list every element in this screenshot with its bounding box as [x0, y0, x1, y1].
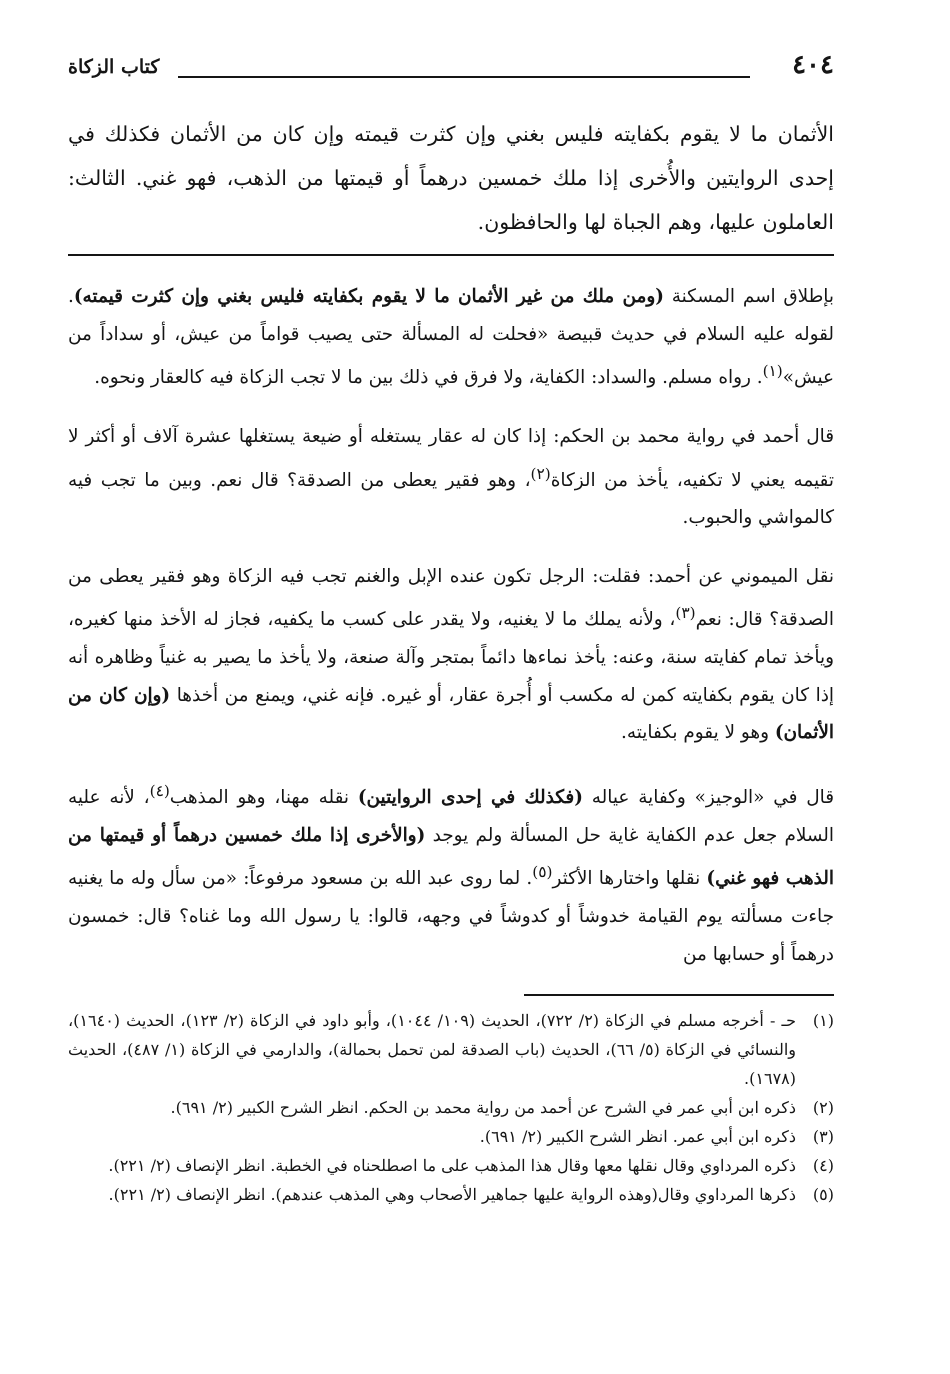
p4-d: ، لأنه عليه السلام جعل عدم الكفاية غاية حل المسألة ولم يوجد [68, 787, 834, 846]
footnote-text: حـ - أخرجه مسلم في الزكاة (٢/ ٧٢٢)، الحديث (١٠٩/ ١٠٤٤)، وأبو داود في الزكاة (٢/ ١٢٣)، الحديث (١٦٤٠)، والنسائي في الزكاة (٥/ ٦٦)، الحديث (باب الصدقة لمن تحمل بحمالة)، والدارمي في الزكاة (١/ ٤٨٧)، الحديث (١٦٧٨). [68, 1011, 797, 1089]
book-page [68, 44, 834, 1209]
page-header [68, 44, 834, 90]
header-rule [178, 76, 750, 78]
commentary-paragraph-4 [68, 773, 834, 973]
p1-tail: . رواه مسلم. والسداد: الكفاية، ولا فرق في ذلك بين ما لا تجب الزكاة فيه كالعقار ونحوه. [94, 367, 763, 389]
p3-mid: ، ولأنه يملك ما لا يغنيه، ولا يقدر على كسب ما يكفيه، فجاز له الأخذ منها كغيره، ويأخذ تمام كفايته سنة، وعنه: يأخذ نماءها دائماً بمتجر وآلة صنعة، ولا يأخذ ما يصير به غنياً وظاهره أنه إذا كان يقوم بكفايته كمن له مكسب أو أُجرة عقار، أو غيره. فإنه غني، ويمنع من أخذها [68, 609, 835, 706]
p3-text: نقل الميموني عن أحمد: فقلت: الرجل تكون عنده الإبل والغنم تجب فيه الزكاة وهو فقير يعطى من الصدقة؟ قال: نعم [68, 565, 834, 631]
footnotes [68, 1006, 834, 1209]
p2-text: قال أحمد في رواية محمد بن الحكم: إذا كان له عقار يستغله أو ضيعة يستغلها عشرة آلاف أو أكثر لا تقيمه يعني لا تكفيه، يأخذ من الزكاة [68, 425, 834, 491]
footnote-rule [524, 994, 834, 996]
commentary-paragraph-3 [68, 558, 834, 752]
footnote-number: (١) [812, 1011, 834, 1031]
matn-separator [68, 254, 834, 256]
footnote-text: ذكرها المرداوي وقال(وهذه الرواية عليها جماهير الأصحاب وهي المذهب عندهم). انظر الإنصاف (٢/ ٢٢١). [108, 1185, 796, 1205]
footnote-number: (٤) [812, 1156, 834, 1176]
page-number: ٤٠٤ [792, 50, 834, 80]
footnote-text: ذكره ابن أبي عمر في الشرح عن أحمد من رواية محمد بن الحكم. انظر الشرح الكبير (٢/ ٦٩١). [170, 1098, 796, 1118]
running-title: كتاب الزكاة [68, 56, 160, 78]
footnote-number: (٢) [812, 1098, 834, 1118]
p4-f: . لما روى عبد الله بن مسعود مرفوعاً: «من سأل وله ما يغنيه جاءت مسألته يوم القيامة خدوشاً أو كدوشاً في وجهه، قالوا: يا رسول الله وما غناه؟ قال: خمسون درهماً أو حسابها من [68, 868, 834, 965]
footnote-ref-3: (٣) [675, 604, 696, 623]
footnote-item [68, 1093, 834, 1122]
p4-quoted-matn-1: (فكذلك في إحدى الروايتين) [357, 787, 583, 809]
p1-intro: بإطلاق اسم المسكنة [663, 286, 834, 307]
commentary-paragraph-2 [68, 418, 834, 537]
p1-quoted-matn: (ومن ملك من غير الأثمان ما لا يقوم بكفايته فليس بغني وإن كثرت قيمته) [73, 286, 664, 307]
matn-text-block [68, 112, 834, 244]
footnote-number: (٣) [812, 1127, 834, 1147]
footnote-text: ذكره ابن أبي عمر. انظر الشرح الكبير (٢/ ٦٩١). [479, 1127, 796, 1147]
footnote-number: (٥) [812, 1185, 834, 1205]
p3-quoted-matn: (وإن كان من الأثمان) [68, 684, 834, 744]
footnote-text: ذكره المرداوي وقال نقلها معها وقال هذا المذهب على ما اصطلحناه في الخطبة. انظر الإنصاف (٢/ ٢٢١). [108, 1156, 796, 1176]
p2-tail: ، وهو فقير يعطى من الصدقة؟ قال نعم. وبين ما تجب فيه كالمواشي والحبوب. [68, 469, 834, 529]
footnote-item [68, 1151, 834, 1180]
matn-paragraph: الأثمان ما لا يقوم بكفايته فليس بغني وإن كثرت قيمته وإن كان من الأثمان فكذلك في إحدى الروايتين والأُخرى إذا ملك خمسين درهماً أو قيمتها من الذهب، فهو غني. الثالث: العاملون عليها، وهم الجباة لها والحافظون. [68, 122, 834, 234]
footnote-ref-2: (٢) [530, 464, 551, 483]
footnote-item [68, 1006, 834, 1093]
footnote-ref-4: (٤) [149, 781, 170, 800]
p1-text: . لقوله عليه السلام في حديث قبيصة «فحلت له المسألة حتى يصيب قواماً من عيش، أو سداداً من عيش» [68, 286, 834, 389]
footnote-item [68, 1122, 834, 1151]
commentary-block [68, 278, 834, 973]
p4-c: نقله مهنا، وهو المذهب [169, 787, 358, 809]
footnote-ref-5: (٥) [532, 863, 553, 882]
footnote-ref-1: (١) [762, 362, 783, 381]
commentary-paragraph-1 [68, 278, 834, 397]
p3-tail: وهو لا يقوم بكفايته. [621, 722, 775, 744]
footnote-item [68, 1180, 834, 1209]
p4-a: قال في «الوجيز» وكفاية عياله [582, 787, 834, 809]
p4-e: نقلها واختارها الأكثر [552, 868, 707, 890]
p4-quoted-matn-2: (والأخرى إذا ملك خمسين درهماً أو قيمتها من الذهب فهو غني) [68, 824, 835, 890]
